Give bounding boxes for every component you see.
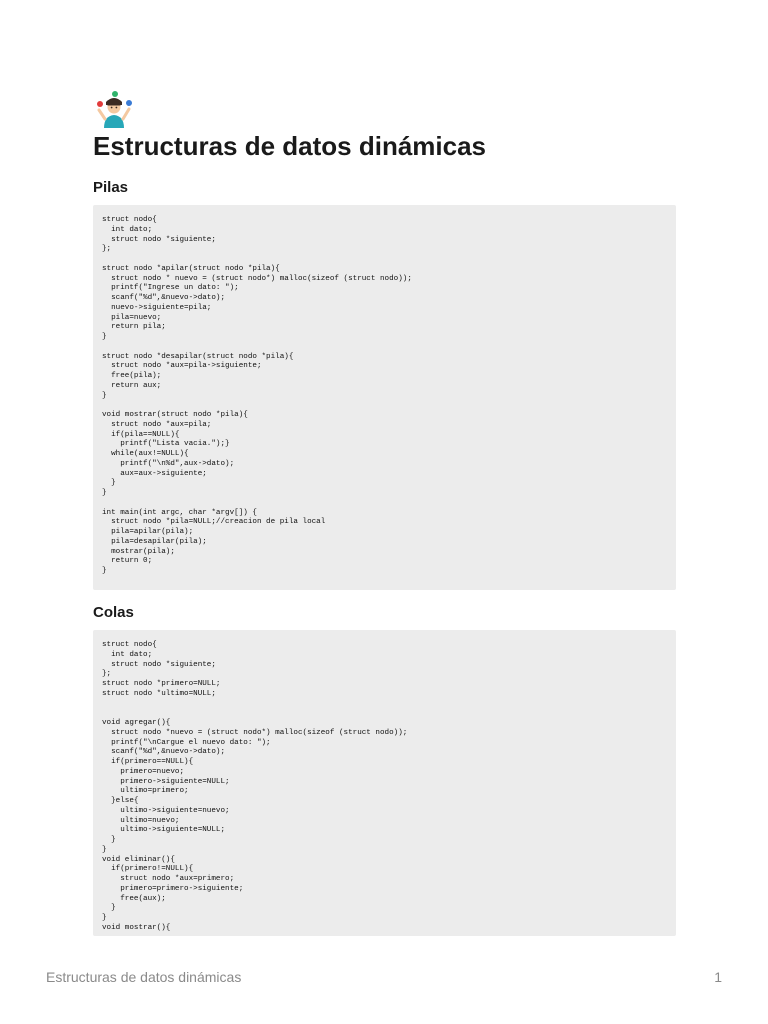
code-text: struct nodo{ int dato; struct nodo *siguiente; }; struct nodo *primero=NULL; struct nodo *ultimo=NULL; void agregar(){ struct nodo *nuevo = (struct nodo*) malloc(sizeof (struct nodo)); printf("\nCargue el nuevo dato: "); scanf("%d",&nuevo->dato); if(primero==NULL){ primero=nuevo; primero->siguiente=NULL; ultimo=primero; }else{ ultimo->siguiente=nuevo; ultimo=nuevo; ultimo->siguiente=NULL; } } void eliminar(){ if(primero!=NULL){ struct nodo *aux=primero; primero=primero->siguiente; free(aux); } } void mostrar(){ [102, 641, 408, 932]
section-heading-pilas: Pilas [93, 179, 129, 196]
code-text: struct nodo{ int dato; struct nodo *siguiente; }; struct nodo *apilar(struct nodo *pila){ struct nodo * nuevo = (struct nodo*) malloc(sizeof (struct nodo)); printf("Ingrese un dato: "); scanf("%d",&nuevo->dato); nuevo->siguiente=pila; pila=nuevo; return pila; } struct nodo *desapilar(struct nodo *pila){ struct nodo *aux=pila->siguiente; free(pila); return aux; } void mostrar(struct nodo *pila){ struct nodo *aux=pila; if(pila==NULL){ printf("Lista vacia.");} while(aux!=NULL){ printf("\n%d",aux->dato); aux=aux->siguiente; } } int main(int argc, char *argv[]) { struct nodo *pila=NULL;//creacion de pila local pila=apilar(pila); pila=desapilar(pila); mostrar(pila); return 0; } [102, 216, 412, 575]
section-heading-colas: Colas [93, 604, 134, 621]
footer-page-number: 1 [714, 969, 722, 985]
page-title: Estructuras de datos dinámicas [93, 131, 487, 161]
footer-document-title: Estructuras de datos dinámicas [46, 969, 242, 985]
juggler-emoji-icon [94, 90, 134, 130]
code-block-pilas [93, 205, 676, 590]
code-block-colas [93, 630, 676, 936]
